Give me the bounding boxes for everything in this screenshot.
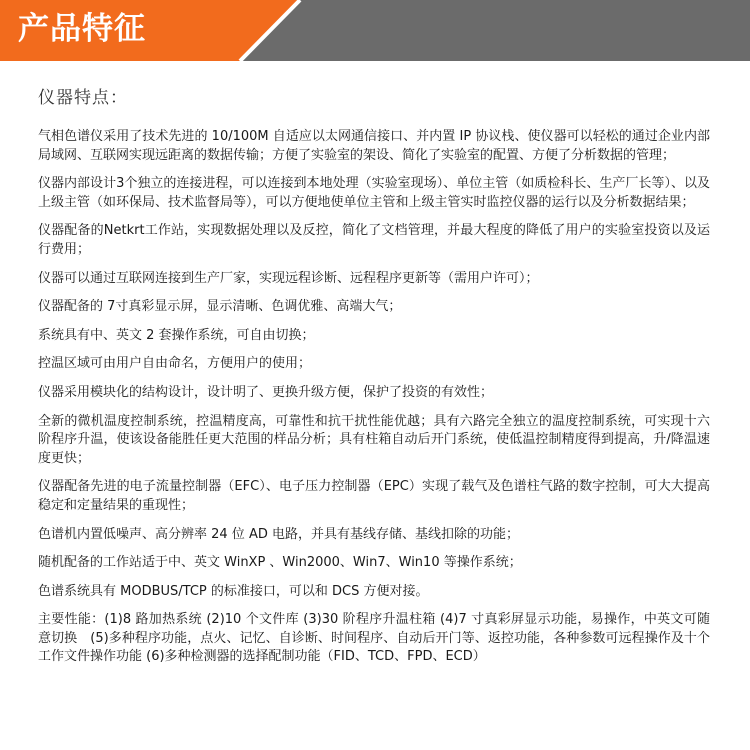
title-banner xyxy=(0,0,750,61)
feature-paragraph-os: 随机配备的工作站适于中、英文 WinXP 、Win2000、Win7、Win10 等操作系统； xyxy=(38,555,522,571)
feature-paragraph-main-performance: 主要性能：(1)8 路加热系统 (2)10 个文件库 (3)30 阶程序升温柱箱 (4)7 寸真彩屏显示功能，易操作，中英文可随意切换 (5)多种程序功能，点火、记忆、自诊断、时间程序、自动后开门等、返控功能，各种参数可远程操作及十个工作文件操作功能 (6)多种检测器的选择配制功能（FID、TCD、FPD、ECD） xyxy=(38,612,710,665)
feature-paragraph-workstation: 仪器配备的Netkrt工作站，实现数据处理以及反控，简化了文档管理，并最大程度的降低了用户的实验室投资以及运行费用； xyxy=(38,223,710,257)
feature-paragraph-temp-naming: 控温区域可由用户自由命名，方便用户的使用； xyxy=(38,356,312,372)
feature-paragraph-modbus: 色谱系统具有 MODBUS/TCP 的标准接口，可以和 DCS 方便对接。 xyxy=(38,583,429,599)
feature-paragraph-modular: 仪器采用模块化的结构设计，设计明了、更换升级方便，保护了投资的有效性； xyxy=(38,384,494,400)
banner-gray-block xyxy=(240,0,750,61)
feature-paragraph-language: 系统具有中、英文 2 套操作系统，可自由切换； xyxy=(38,327,315,343)
section-heading: 仪器特点： xyxy=(38,88,128,108)
feature-paragraph-ethernet: 气相色谱仪采用了技术先进的 10/100M 自适应以太网通信接口、并内置 IP 协议栈、使仪器可以轻松的通过企业内部局域网、互联网实现远距离的数据传输；方便了实验室的架设、简化了实验室的配置、方便了分析数据的管理； xyxy=(38,129,710,163)
features-section xyxy=(38,86,710,677)
feature-paragraph-connections: 仪器内部设计3个独立的连接进程，可以连接到本地处理（实验室现场）、单位主管（如质检科长、生产厂长等）、以及上级主管（如环保局、技术监督局等），可以方便地使单位主管和上级主管实时监控仪器的运行以及分析数据结果； xyxy=(38,176,710,210)
feature-paragraph-efc-epc: 仪器配备先进的电子流量控制器（EFC）、电子压力控制器（EPC）实现了载气及色谱柱气路的数字控制，可大大提高稳定和定量结果的重现性； xyxy=(38,479,710,513)
feature-paragraph-ad-circuit: 色谱机内置低噪声、高分辨率 24 位 AD 电路，并具有基线存储、基线扣除的功能； xyxy=(38,526,519,542)
feature-paragraph-remote: 仪器可以通过互联网连接到生产厂家，实现远程诊断、远程程序更新等（需用户许可）； xyxy=(38,270,539,286)
feature-paragraph-display: 仪器配备的 7寸真彩显示屏，显示清晰、色调优雅、高端大气； xyxy=(38,299,402,315)
feature-paragraph-temp-control: 全新的微机温度控制系统，控温精度高，可靠性和抗干扰性能优越；具有六路完全独立的温度控制系统，可实现十六阶程序升温，使该设备能胜任更大范围的样品分析；具有柱箱自动后开门系统，使低温控制精度得到提高，升/降温速度更快； xyxy=(38,413,710,466)
banner-title: 产品特征 xyxy=(18,11,146,47)
